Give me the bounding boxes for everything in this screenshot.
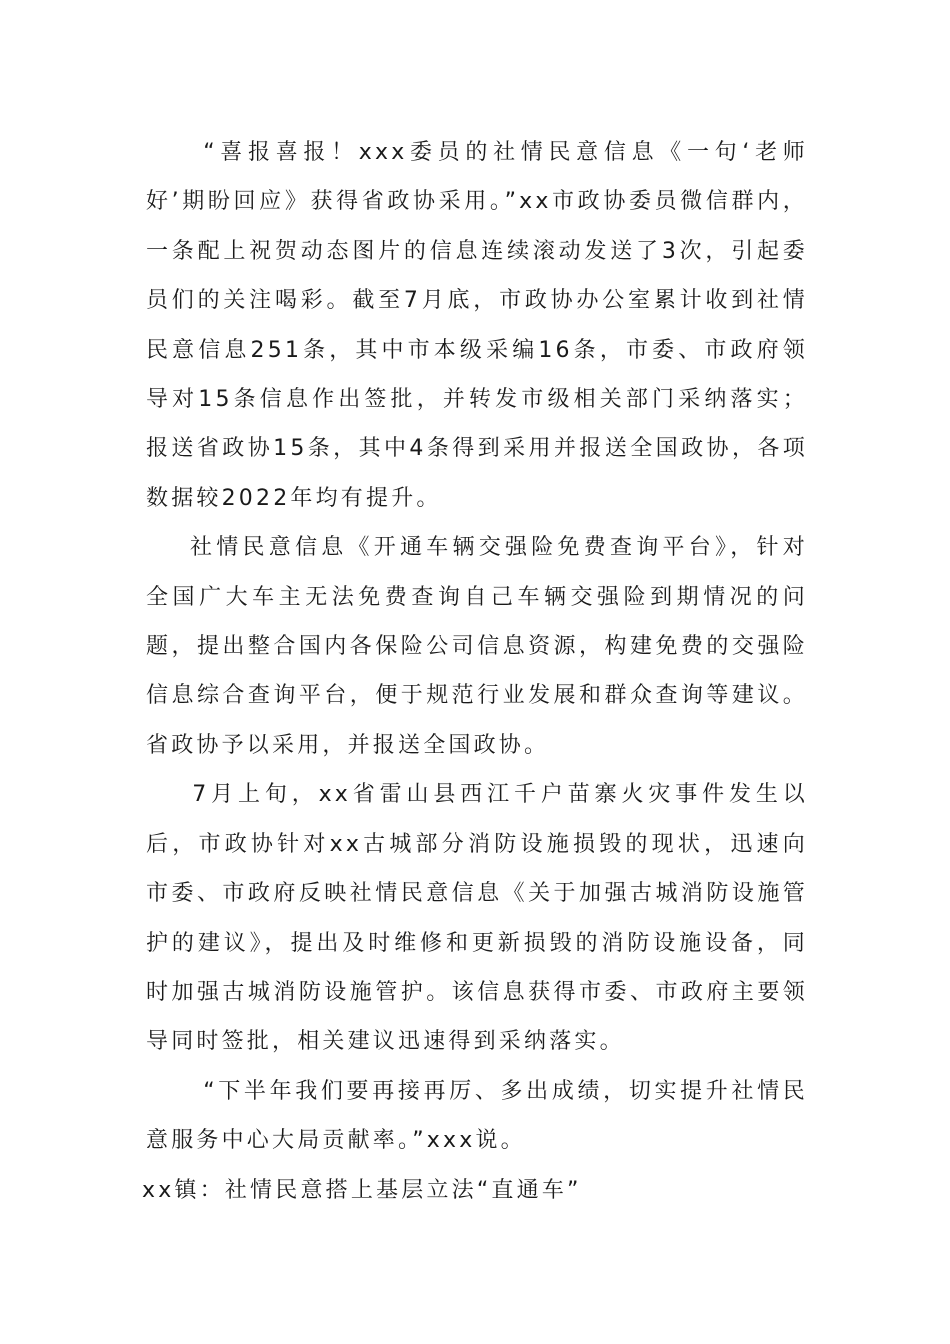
document-body (142, 128, 808, 1215)
paragraph-1: “喜报喜报！xxx委员的社情民意信息《一句‘老师好’期盼回应》获得省政协采用。”xx市政协委员微信群内，一条配上祝贺动态图片的信息连续滚动发送了3次，引起委员们的关注喝彩。截至7月底，市政协办公室累计收到社情民意信息251条，其中市本级采编16条，市委、市政府领导对15条信息作出签批，并转发市级相关部门采纳落实；报送省政协15条，其中4条得到采用并报送全国政协，各项数据较2022年均有提升。 (146, 140, 808, 511)
paragraph-2: 社情民意信息《开通车辆交强险免费查询平台》，针对全国广大车主无法免费查询自己车辆交强险到期情况的问题，提出整合国内各保险公司信息资源，构建免费的交强险信息综合查询平台，便于规范行业发展和群众查询等建议。省政协予以采用，并报送全国政协。 (146, 535, 808, 758)
paragraph-4: “下半年我们要再接再厉、多出成绩，切实提升社情民意服务中心大局贡献率。”xxx说。 (146, 1078, 808, 1154)
paragraph-3: 7月上旬，xx省雷山县西江千户苗寨火灾事件发生以后，市政协针对xx古城部分消防设施损毁的现状，迅速向市委、市政府反映社情民意信息《关于加强古城消防设施管护的建议》，提出及时维修和更新损毁的消防设施设备，同时加强古城消防设施管护。该信息获得市委、市政府主要领导同时签批，相关建议迅速得到采纳落实。 (146, 782, 808, 1055)
section-subheading: xx镇：社情民意搭上基层立法“直通车” (142, 1177, 582, 1203)
